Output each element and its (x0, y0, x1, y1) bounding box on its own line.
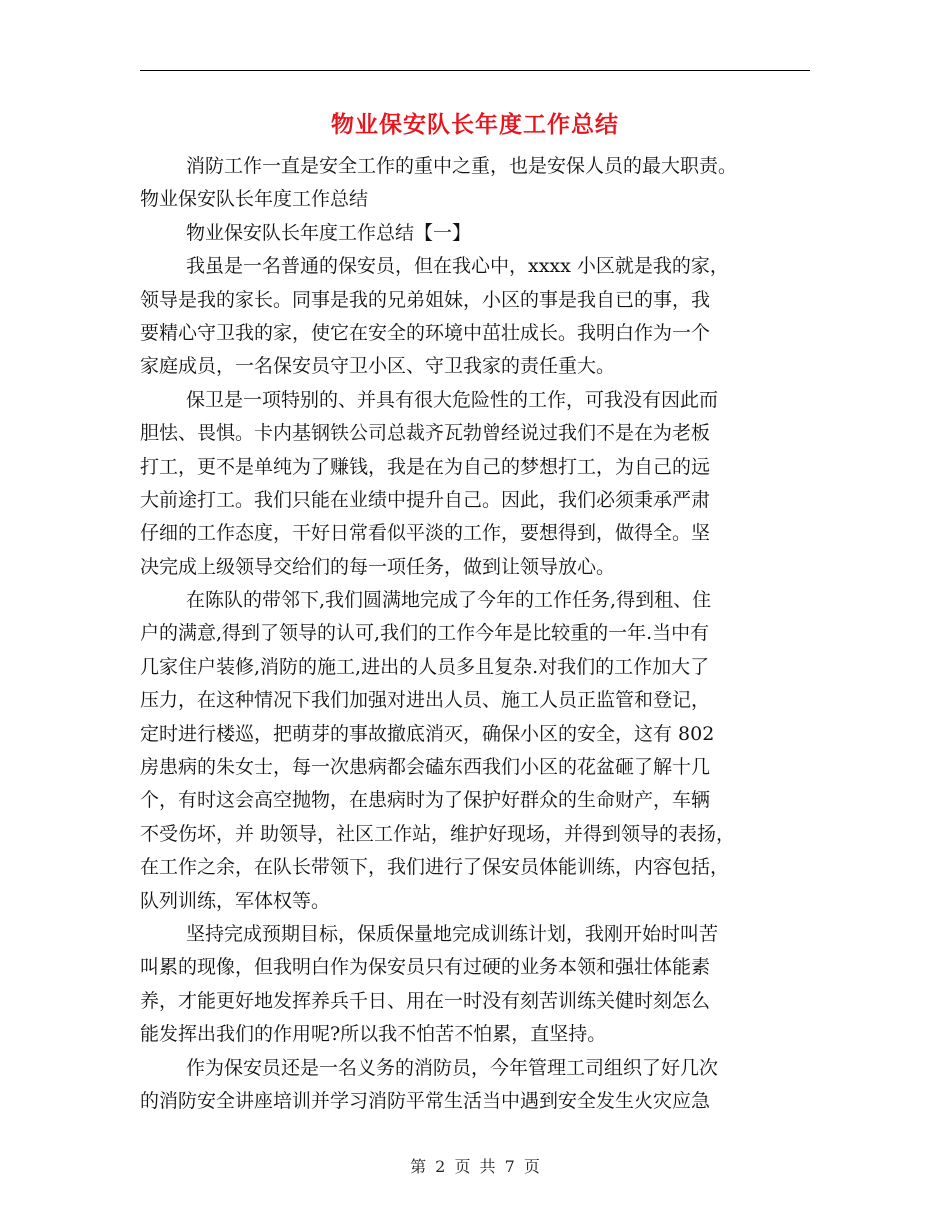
text-line: 大前途打工。我们只能在业绩中提升自己。因此，我们必须秉承严肃 (140, 488, 711, 511)
text-line: 坚持完成预期目标，保质保量地完成训练计划，我刚开始时叫苦 (186, 922, 719, 945)
text-line: 叫累的现像，但我明白作为保安员只有过硬的业务本领和强壮体能素 (140, 956, 711, 979)
text-line: 定时进行楼巡，把萌芽的事故撤底消灭，确保小区的安全，这有 802 (140, 722, 715, 745)
text-line: 在陈队的带邻下,我们圆满地完成了今年的工作任务,得到租、住 (186, 589, 712, 612)
document-body (140, 150, 812, 1118)
page-number: 第 2 页 共 7 页 (410, 1157, 540, 1176)
text-line: 仔细的工作态度，干好日常看似平淡的工作，要想得到，做得全。坚 (140, 522, 711, 545)
text-line: 胆怯、畏惧。卡内基钢铁公司总裁齐瓦勃曾经说过我们不是在为老板 (140, 422, 711, 445)
text-line: 我虽是一名普通的保安员，但在我心中，xxxx 小区就是我的家， (186, 255, 729, 278)
text-line: 个，有时这会高空抛物，在患病时为了保护好群众的生命财产，车辆 (140, 789, 711, 812)
text-line: 打工，更不是单纯为了赚钱，我是在为自己的梦想打工，为自己的远 (140, 455, 711, 478)
text-line: 压力，在这种情况下我们加强对进出人员、施工人员正监管和登记， (140, 689, 711, 712)
text-line: 领导是我的家长。同事是我的兄弟姐妹，小区的事是我自已的事，我 (140, 288, 711, 311)
text-line: 不受伤坏，并 助领导，社区工作站，维护好现场，并得到领导的表扬， (140, 822, 736, 845)
text-line: 养，才能更好地发挥养兵千日、用在一时没有刻苦训练关健时刻怎么 (140, 989, 711, 1012)
text-line: 户的满意,得到了领导的认可,我们的工作今年是比较重的一年.当中有 (140, 622, 710, 645)
header-rule (140, 70, 810, 71)
text-line: 作为保安员还是一名义务的消防员，今年管理工司组织了好几次 (186, 1056, 719, 1079)
text-line: 物业保安队长年度工作总结 (140, 188, 369, 211)
text-line: 能发挥出我们的作用呢?所以我不怕苦不怕累，直坚持。 (140, 1023, 607, 1046)
text-line: 保卫是一项特别的、并具有很大危险性的工作，可我没有因此而 (186, 388, 719, 411)
text-line: 的消防安全讲座培训并学习消防平常生活当中遇到安全发生火灾应急 (140, 1089, 711, 1112)
text-line: 房患病的朱女士，每一次患病都会磕东西我们小区的花盆砸了解十几 (140, 756, 711, 779)
text-line: 队列训练，军体权等。 (140, 889, 331, 912)
text-line: 物业保安队长年度工作总结【一】 (186, 221, 472, 244)
text-line: 决完成上级领导交给们的每一项任务，做到让领导放心。 (140, 555, 616, 578)
text-line: 家庭成员，一名保安员守卫小区、守卫我家的责任重大。 (140, 355, 616, 378)
text-line: 在工作之余，在队长带领下，我们进行了保安员体能训练，内容包括， (140, 856, 730, 879)
document-title: 物业保安队长年度工作总结 (331, 112, 619, 138)
text-line: 要精心守卫我的家，使它在安全的环境中茁壮成长。我明白作为一个 (140, 321, 711, 344)
text-line: 几家住户装修,消防的施工,进出的人员多且复杂.对我们的工作加大了 (140, 655, 710, 678)
text-line: 消防工作一直是安全工作的重中之重，也是安保人员的最大职责。 (186, 155, 738, 177)
